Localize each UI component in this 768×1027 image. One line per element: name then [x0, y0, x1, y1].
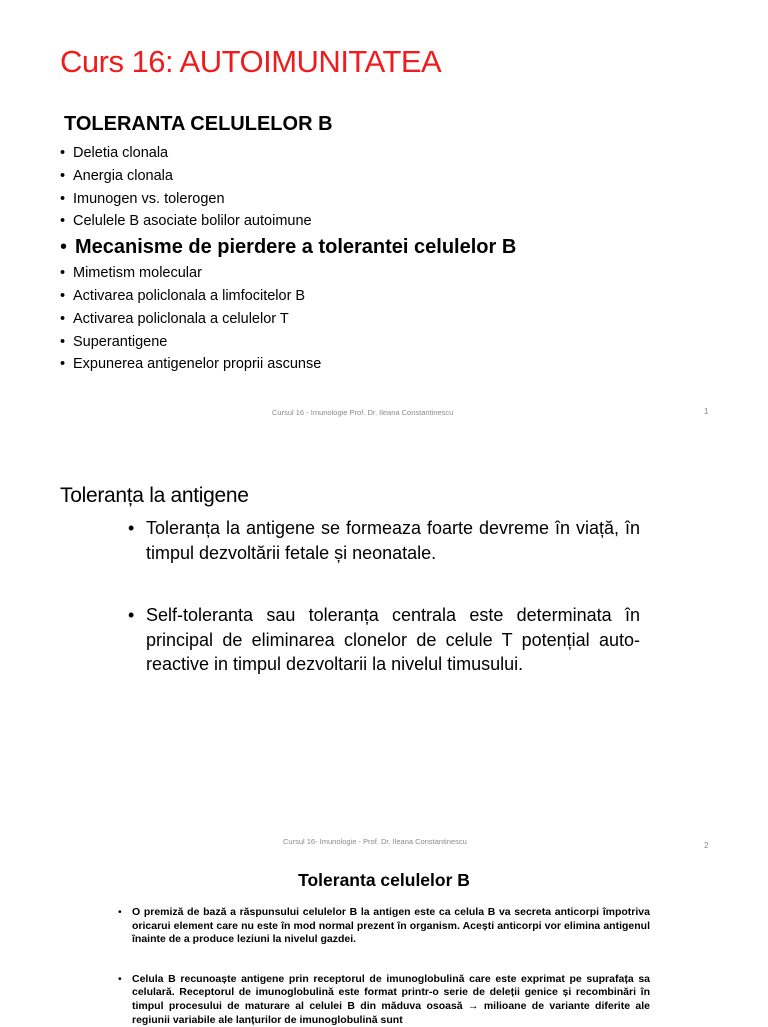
- list-item: • Anergia clonala: [60, 165, 516, 188]
- list-item: • Activarea policlonala a celulelor T: [60, 308, 516, 331]
- list-item-heading: • Mecanisme de pierdere a tolerantei celulelor B: [60, 233, 516, 262]
- slide-1: [0, 0, 768, 440]
- slide-1-footer: Cursul 16 - Imunologie Prof. Dr. Ileana Constantinescu: [272, 408, 454, 417]
- slide-2-footer: Cursul 16- Imunologie - Prof. Dr. Ileana Constantinescu: [283, 837, 467, 846]
- slide-3: [0, 858, 768, 1024]
- slide-1-subtitle: TOLERANTA CELULELOR B: [64, 113, 333, 135]
- list-item: • Celula B recunoaște antigene prin receptorul de imunoglobulină care este exprimat pe suprafața sa celulară. Receptorul de imunoglobulină este format printr-o serie de deleții genice și recombinări în timpul procesului de maturare al celulei B din măduva osoasă → milioane de variante diferite ale regiunii variabile ale lanțurilor de imunoglobulină sunt: [118, 973, 650, 1027]
- list-item: • Deletia clonala: [60, 142, 516, 165]
- slide-1-page-number: 1: [704, 407, 709, 416]
- slide-3-bullet-list: [118, 906, 650, 1027]
- slide-2-title: Toleranța la antigene: [60, 484, 249, 507]
- slide-3-title: Toleranta celulelor B: [298, 870, 470, 890]
- list-item: • Toleranța la antigene se formeaza foarte devreme în viață, în timpul dezvoltării fetale și neonatale.: [128, 516, 640, 565]
- slide-2: [0, 440, 768, 858]
- slide-1-title: Curs 16: AUTOIMUNITATEA: [60, 44, 442, 79]
- list-item: • Imunogen vs. tolerogen: [60, 188, 516, 211]
- list-item: • Expunerea antigenelor proprii ascunse: [60, 353, 516, 376]
- slide-1-bullet-list: [60, 142, 516, 376]
- list-item: • Self-toleranta sau toleranța centrala este determinata în principal de eliminarea clonelor de celule T potențial auto-reactive in timpul dezvoltarii la nivelul timusului.: [128, 603, 640, 677]
- list-item: • O premiză de bază a răspunsului celulelor B la antigen este ca celula B va secreta anticorpi împotriva oricarui element care nu este în mod normal prezent în organism. Acești anticorpi vor elimina antigenul înainte de a produce leziuni la nivelul gazdei.: [118, 906, 650, 947]
- list-item: • Superantigene: [60, 331, 516, 354]
- list-item: • Mimetism molecular: [60, 262, 516, 285]
- list-item: • Celulele B asociate bolilor autoimune: [60, 210, 516, 233]
- slide-2-page-number: 2: [704, 841, 709, 850]
- slide-2-bullet-list: [128, 516, 640, 677]
- list-item: • Activarea policlonala a limfocitelor B: [60, 285, 516, 308]
